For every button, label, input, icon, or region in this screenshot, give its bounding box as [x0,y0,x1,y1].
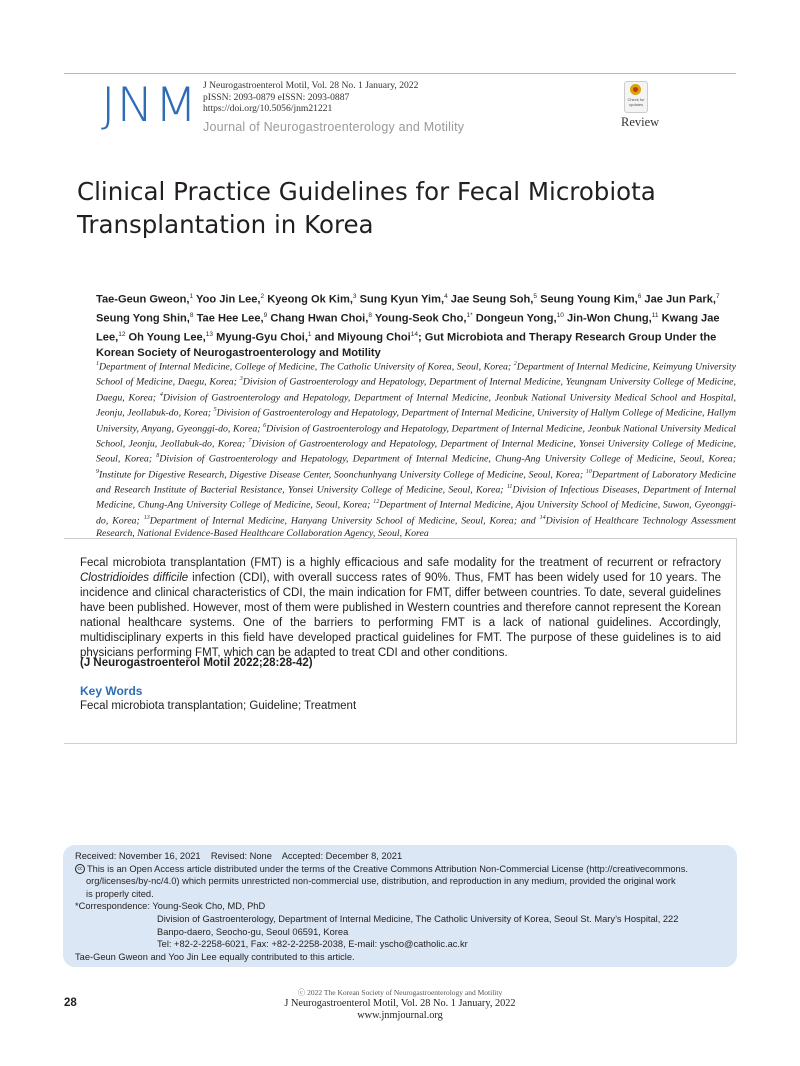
check-for-updates-badge[interactable] [624,81,648,113]
affiliation-sup: 8 [156,453,160,460]
article-info [75,850,730,963]
author: Kyeong Ok Kim, [264,293,353,306]
author: Dongeun Yong, [472,312,557,325]
affiliation: Division of Gastroenterology and Hepatology, Department of Internal Medicine, Jeonbuk National University Medical School, Jeonju, Jeollabuk-do, Korea; [96,422,736,450]
author: Jin-Won Chung, [563,312,652,325]
footer-journal: J Neurogastroenterol Motil, Vol. 28 No. 1 January, 2022 [284,998,516,1009]
correspondence-label: *Correspondence: Young-Seok Cho, MD, PhD [75,901,266,912]
license-line [75,863,730,876]
correspondence-contact[interactable]: Tel: +82-2-2258-6021, Fax: +82-2-2258-2038, E-mail: yscho@catholic.ac.kr [157,939,468,950]
affiliation-sup: 9 [96,468,99,475]
affiliation: Division of Gastroenterology and Hepatology, Department of Internal Medicine, University of Hallym College of Medicine, Hallym University, Anyang, Gyeonggi-do, Korea; [96,407,736,434]
license-text[interactable]: This is an Open Access article distributed under the terms of the Creative Commons Attribution Non-Commercial License (http://creativecommons. [87,863,688,874]
affiliation-sup: 4 [159,391,163,398]
author: Young-Seok Cho, [371,312,467,325]
author-sup: 13 [205,330,214,338]
affiliation-sup: 10 [585,468,592,475]
author: Jae Seung Soh, [447,293,534,306]
author: Tae Hee Lee, [193,312,264,325]
keywords: Fecal microbiota transplantation; Guideline; Treatment [80,700,357,712]
keywords-heading: Key Words [80,684,143,698]
affiliations [96,358,736,540]
journal-logo: JNM [101,78,199,133]
affiliation-sup: 14 [539,514,546,521]
title-line-1: Clinical Practice Guidelines for Fecal Microbiota [77,177,656,206]
affiliation-sup: 6 [263,422,267,429]
citation: (J Neurogastroenterol Motil 2022;28:28-42) [80,657,313,669]
author-sup: 5 [533,293,538,300]
author-sup: 8 [368,311,372,319]
check-for-updates-icon [630,84,641,95]
affiliation: Division of Gastroenterology and Hepatology, Department of Internal Medicine, Jeonbuk National University Medical School and Hospital, Jeonju, Jeollabuk-do, Korea; [96,392,736,419]
author-sup: 10 [556,311,564,319]
author: Sung Kyun Yim, [356,293,445,306]
author: Kwang Jae Lee, [96,312,720,344]
abstract-part: Fecal microbiota transplantation (FMT) is a highly efficacious and safe modality for the treatment of recurrent or refractory [80,557,721,569]
author: Chang Hwan Choi, [267,312,369,325]
author-sup: 1 [189,293,194,300]
author-sup: 3 [352,293,357,300]
header-rule [64,73,736,74]
affiliation: Division of Infectious Diseases, Department of Internal Medicine, Chung-Ang University College of Medicine, Seoul, Korea; [96,484,736,511]
footer-copyright: ⓒ 2022 The Korean Society of Neurogastroenterology and Motility [297,988,503,997]
affiliation: Department of Internal Medicine, Keimyung University School of Medicine, Daegu, Korea; [96,361,736,388]
license-line: is properly cited. [86,888,154,899]
affiliation: Division of Gastroenterology and Hepatology, Department of Internal Medicine, Chung-Ang University College of Medicine, Seoul, Korea; [159,453,736,465]
affiliation: Department of Internal Medicine, College of Medicine, The Catholic University of Korea, Seoul, Korea; [99,361,514,373]
author-list [96,289,726,361]
affiliation: Division of Gastroenterology and Hepatology, Department of Internal Medicine, Yeungnam University College of Medicine, Daegu, Korea; [96,376,736,404]
creative-commons-icon: cc [75,864,85,874]
footer-website[interactable]: www.jnmjournal.org [357,1010,443,1021]
author-sup: 7 [715,293,720,300]
abstract-text [80,556,721,661]
correspondence-address: Banpo-daero, Seocho-gu, Seoul 06591, Korea [157,926,349,937]
author: Yoo Jin Lee, [193,293,261,306]
affiliation-sup: 12 [373,499,380,506]
organism-name: Clostridioides difficile [80,572,189,584]
affiliation-sup: 3 [239,376,243,383]
license-line: org/licenses/by-nc/4.0) which permits unrestricted non-commercial use, distribution, and reproduction in any medium, provided the original work [86,876,676,887]
article-type: Review [621,115,660,129]
abstract-part: infection (CDI), with overall success rates of 90%. Thus, FMT has been widely used for 10 years. The incidence and clinical characteristics of CDI, the main indication for FMT, differ between countries. To date, several guidelines have been published. However, most of them were published in Western countries and therefore cannot represent the Korean national healthcare systems. One of the barriers to performing FMT is a lack of national guidelines. Accordingly, multidisciplinary experts in this field have developed practical guidelines for FMT. The purpose of these guidelines is to aid physicians performing FMT, which can be adapted to treat CDI and other conditions. [80,572,722,659]
author-sup: 1 [307,330,312,338]
affiliation: Division of Gastroenterology and Hepatology, Department of Internal Medicine, Yonsei University College of Medicine, Seoul, Korea; [96,438,737,465]
header-volume: J Neurogastroenterol Motil, Vol. 28 No. 1 January, 2022 [203,80,419,91]
badge-text: Check for updates [627,97,645,107]
affiliation: Division of Healthcare Technology Assessment Research, National Evidence-Based Healthcare Collaboration Agency, Seoul, Korea [96,515,736,540]
author: Jae Jun Park, [641,293,716,306]
affiliation-sup: 2 [513,361,517,367]
author-sup: 12 [118,330,126,338]
author-sup: 11 [651,311,659,319]
author: Seung Yong Shin, [96,312,190,325]
affiliation-sup: 5 [213,407,217,414]
header-issn: pISSN: 2093-0879 eISSN: 2093-0887 [203,91,350,103]
page-number: 28 [64,997,77,1009]
page-footer [0,987,800,1022]
author: Seung Young Kim, [537,293,638,306]
affiliation-sup: 7 [248,437,252,444]
affiliation: Department of Internal Medicine, Ajou University School of Medicine, Suwon, Gyeonggi-do, Korea; [96,499,736,527]
author-sup: 2 [260,293,265,300]
affiliation-sup: 11 [506,484,513,490]
author-sup: 4 [444,293,448,300]
author-sup: 8 [189,311,194,319]
affiliation-sup: 1 [96,361,99,367]
correspondence-address: Division of Gastroenterology, Department of Internal Medicine, The Catholic University of Korea, Seoul St. Mary’s Hospital, 222 [157,913,679,924]
research-group: ; Gut Microbiota and Therapy Research Group Under the Korean Society of Neurogastroenterology and Motility [96,331,717,359]
article-dates: Received: November 16, 2021 Revised: None Accepted: December 8, 2021 [75,851,403,861]
header-meta [203,80,418,115]
affiliation: Department of Laboratory Medicine and Research Institute of Bacterial Resistance, Yonsei University College of Medicine, Seoul, Korea; [96,468,736,496]
author-sup: 14 [410,330,418,338]
header-journal-name: Journal of Neurogastroenterology and Motility [203,120,465,134]
author-sup: 1* [466,311,473,319]
author: Tae-Geun Gweon, [96,293,190,306]
equal-contribution-note: Tae-Geun Gweon and Yoo Jin Lee equally contributed to this article. [75,951,355,962]
article-title [77,175,727,241]
author: and Miyoung Choi [311,331,411,344]
affiliation: Institute for Digestive Research, Digestive Disease Center, Soonchunhyang University College of Medicine, Seoul, Korea; [99,468,586,480]
author-sup: 9 [263,311,268,319]
author: Myung-Gyu Choi, [213,331,308,344]
header-doi[interactable]: https://doi.org/10.5056/jnm21221 [203,103,333,114]
affiliation: Department of Internal Medicine, Hanyang University School of Medicine, Seoul, Korea; and [149,515,540,527]
affiliation-sup: 13 [143,514,150,521]
author-sup: 6 [637,293,642,300]
author: Oh Young Lee, [125,331,206,344]
title-line-2: Transplantation in Korea [77,210,374,239]
